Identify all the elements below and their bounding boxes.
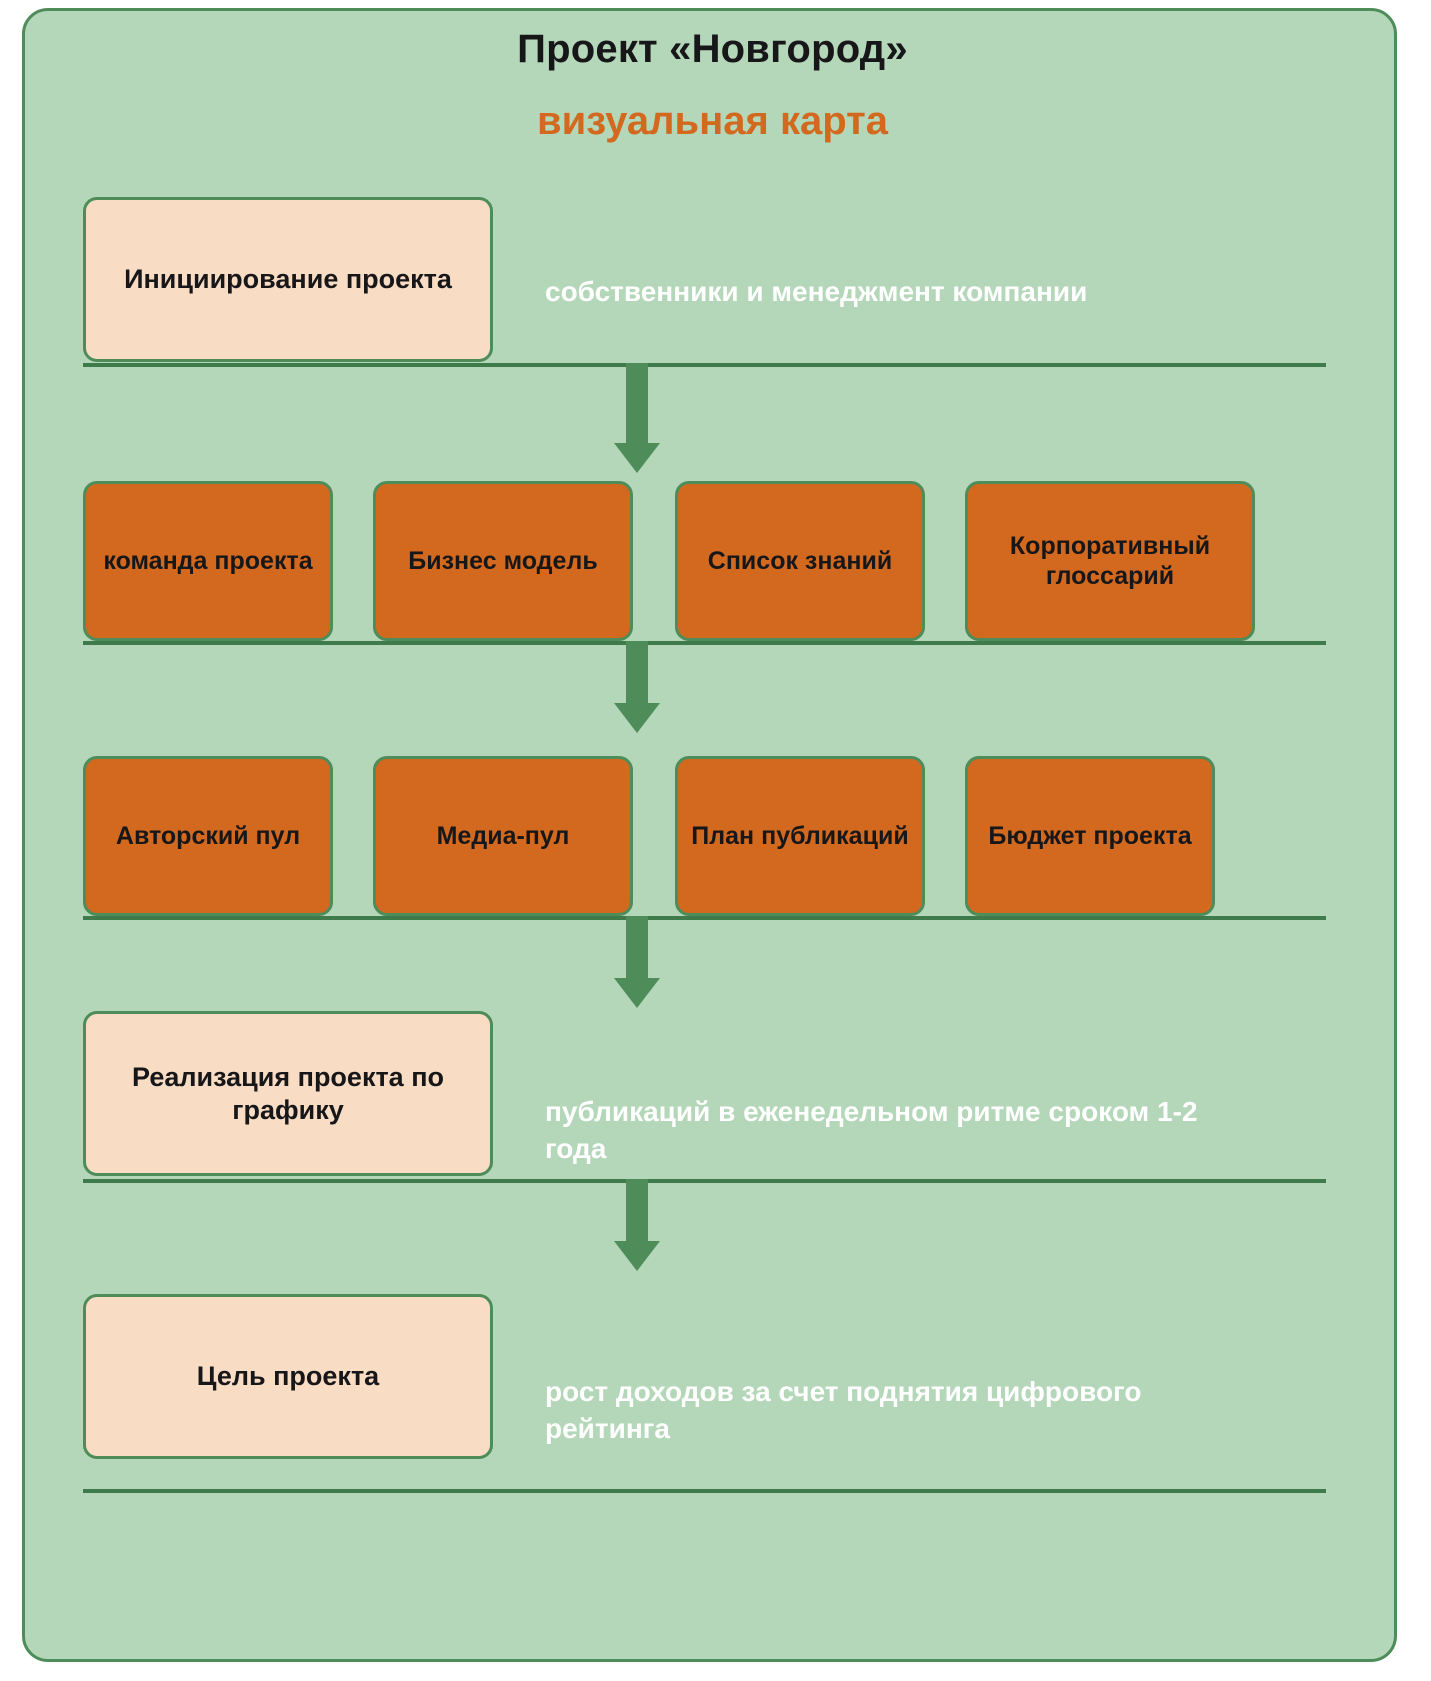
diagram-board xyxy=(22,8,1397,1662)
artifact-box-knowledge-list[interactable] xyxy=(675,481,925,641)
stage-box-goal-label: Цель проекта xyxy=(196,1361,380,1392)
artifact-box-knowledge-list-label: Список знаний xyxy=(707,546,893,575)
caption-goal: рост доходов за счет поднятия цифрового рейтинга xyxy=(545,1376,1142,1445)
arrow-down-2 xyxy=(614,641,660,741)
artifact-box-team[interactable] xyxy=(83,481,333,641)
arrow-down-1 xyxy=(614,363,660,473)
stage-box-execution-label: Реализация проекта по графику xyxy=(131,1061,445,1125)
divider-5 xyxy=(83,1489,1326,1493)
artifact-box-author-pool[interactable] xyxy=(83,756,333,916)
caption-initiation: собственники и менеджмент компании xyxy=(545,276,1088,307)
artifact-box-glossary[interactable] xyxy=(965,481,1255,641)
artifact-box-team-label: команда проекта xyxy=(103,546,313,575)
artifact-box-business-model[interactable] xyxy=(373,481,633,641)
artifact-box-publication-plan-label: План публикаций xyxy=(691,821,909,850)
divider-4 xyxy=(83,1179,1326,1183)
page-subtitle: визуальная карта xyxy=(537,99,888,143)
stage-box-initiation-label: Инициирование проекта xyxy=(124,264,452,295)
artifact-box-publication-plan[interactable] xyxy=(675,756,925,916)
arrow-down-4 xyxy=(614,1179,660,1279)
artifact-box-author-pool-label: Авторский пул xyxy=(115,821,301,850)
divider-3 xyxy=(83,916,1326,920)
artifact-box-glossary-label: Корпоративный глоссарий xyxy=(1009,531,1211,590)
divider-1 xyxy=(83,363,1326,367)
artifact-box-media-pool-label: Медиа-пул xyxy=(436,821,570,850)
artifact-box-budget-label: Бюджет проекта xyxy=(988,821,1192,850)
artifact-box-budget[interactable] xyxy=(965,756,1215,916)
artifact-box-media-pool[interactable] xyxy=(373,756,633,916)
stage-box-initiation[interactable] xyxy=(83,197,493,362)
divider-2 xyxy=(83,641,1326,645)
page-title: Проект «Новгород» xyxy=(517,27,908,71)
artifact-box-business-model-label: Бизнес модель xyxy=(408,546,598,575)
stage-box-execution[interactable] xyxy=(83,1011,493,1176)
stage-box-goal[interactable] xyxy=(83,1294,493,1459)
arrow-down-3 xyxy=(614,916,660,1016)
caption-execution: публикаций в еженедельном ритме сроком 1-2 года xyxy=(545,1096,1198,1165)
